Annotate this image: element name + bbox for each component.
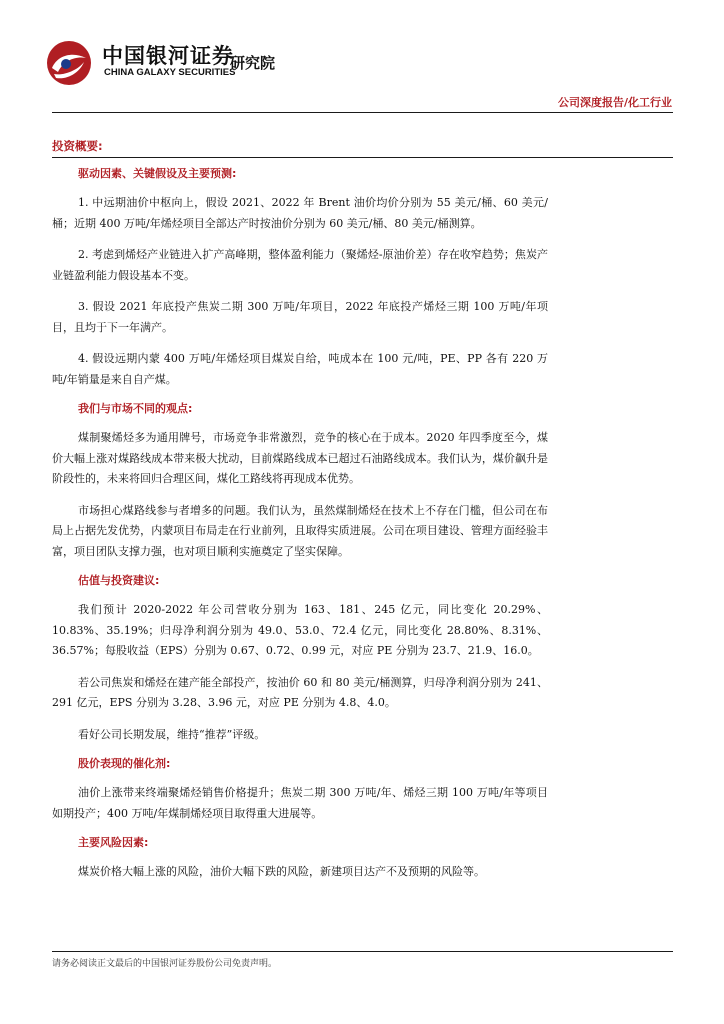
paragraph-view-1: 煤制聚烯烃多为通用牌号，市场竞争非常激烈，竞争的核心在于成本。2020 年四季度至今，煤价大幅上涨对煤路线成本带来极大扰动，目前煤路线成本已超过石油路线成本。我们认为，煤价飙升是阶段性的，未来将回归合理区间，煤化工路线将再现成本优势。 [52,431,548,485]
header-divider [52,112,673,113]
paragraph-view-2: 市场担心煤路线参与者增多的问题。我们认为，虽然煤制烯烃在技术上不存在门槛，但公司在布局上占据先发优势，内蒙项目布局走在行业前列，且取得实质进展。公司在项目建设、管理方面经验丰富，项目团队支撑力强，也对项目顺利实施奠定了坚实保障。 [52,503,548,558]
footer-divider [52,951,673,952]
paragraph-valuation-3: 看好公司长期发展，维持“推荐”评级。 [78,727,266,741]
logo-institute: 研究院 [230,54,276,72]
heading-risks: 主要风险因素: [78,836,149,849]
heading-different-views: 我们与市场不同的观点: [78,402,193,415]
paragraph-valuation-1: 我们预计 2020-2022 年公司营收分别为 163、181、245 亿元，同比变化 20.29%、10.83%、35.19%；归母净利润分别为 49.0、53.0、72.4 亿元，同比变化 28.80%、8.31%、36.57%；每股收益（EPS）分别为 0.67、0.72、0.99 元，对应 PE 分别为 23.7、21.9、16.0。 [52,603,548,657]
section-divider [52,157,673,158]
heading-valuation: 估值与投资建议: [78,574,160,587]
footer-disclaimer: 请务必阅读正文最后的中国银河证券股份公司免责声明。 [52,959,278,969]
heading-catalysts: 股价表现的催化剂: [78,757,171,770]
paragraph-assumption-1: 1. 中远期油价中枢向上，假设 2021、2022 年 Brent 油价均价分别为 55 美元/桶、60 美元/桶；近期 400 万吨/年烯烃项目全部达产时按油价分别为 60 美元/桶、80 美元/桶测算。 [52,196,548,230]
paragraph-assumption-3: 3. 假设 2021 年底投产焦炭二期 300 万吨/年项目，2022 年底投产烯烃三期 100 万吨/年项目，且均于下一年满产。 [52,300,548,334]
report-type: 公司深度报告/化工行业 [557,96,672,109]
heading-drivers: 驱动因素、关键假设及主要预测: [78,167,237,180]
logo-chinese-name: 中国银河证券 [102,44,234,68]
paragraph-valuation-2: 若公司焦炭和烯烃在建产能全部投产，按油价 60 和 80 美元/桶测算，归母净利润分别为 241、291 亿元，EPS 分别为 3.28、3.96 元，对应 PE 分别为 4.8、4.0。 [52,675,548,709]
paragraph-risks: 煤炭价格大幅上涨的风险，油价大幅下跌的风险，新建项目达产不及预期的风险等。 [78,865,485,878]
company-logo [44,38,314,88]
logo-english-name: CHINA GALAXY SECURITIES [104,67,236,78]
paragraph-catalysts: 油价上涨带来终端聚烯烃销售价格提升；焦炭二期 300 万吨/年、烯烃三期 100 万吨/年等项目如期投产；400 万吨/年煤制烯烃项目取得重大进展等。 [52,786,548,820]
report-body [52,166,548,894]
paragraph-assumption-2: 2. 考虑到烯烃产业链进入扩产高峰期，整体盈利能力（聚烯烃-原油价差）存在收窄趋势；焦炭产业链盈利能力假设基本不变。 [52,248,548,282]
paragraph-assumption-4: 4. 假设远期内蒙 400 万吨/年烯烃项目煤炭自给，吨成本在 100 元/吨，PE、PP 各有 220 万吨/年销量是来自自产煤。 [52,352,548,386]
section-title: 投资概要: [52,139,103,153]
galaxy-logo-icon [44,38,94,88]
